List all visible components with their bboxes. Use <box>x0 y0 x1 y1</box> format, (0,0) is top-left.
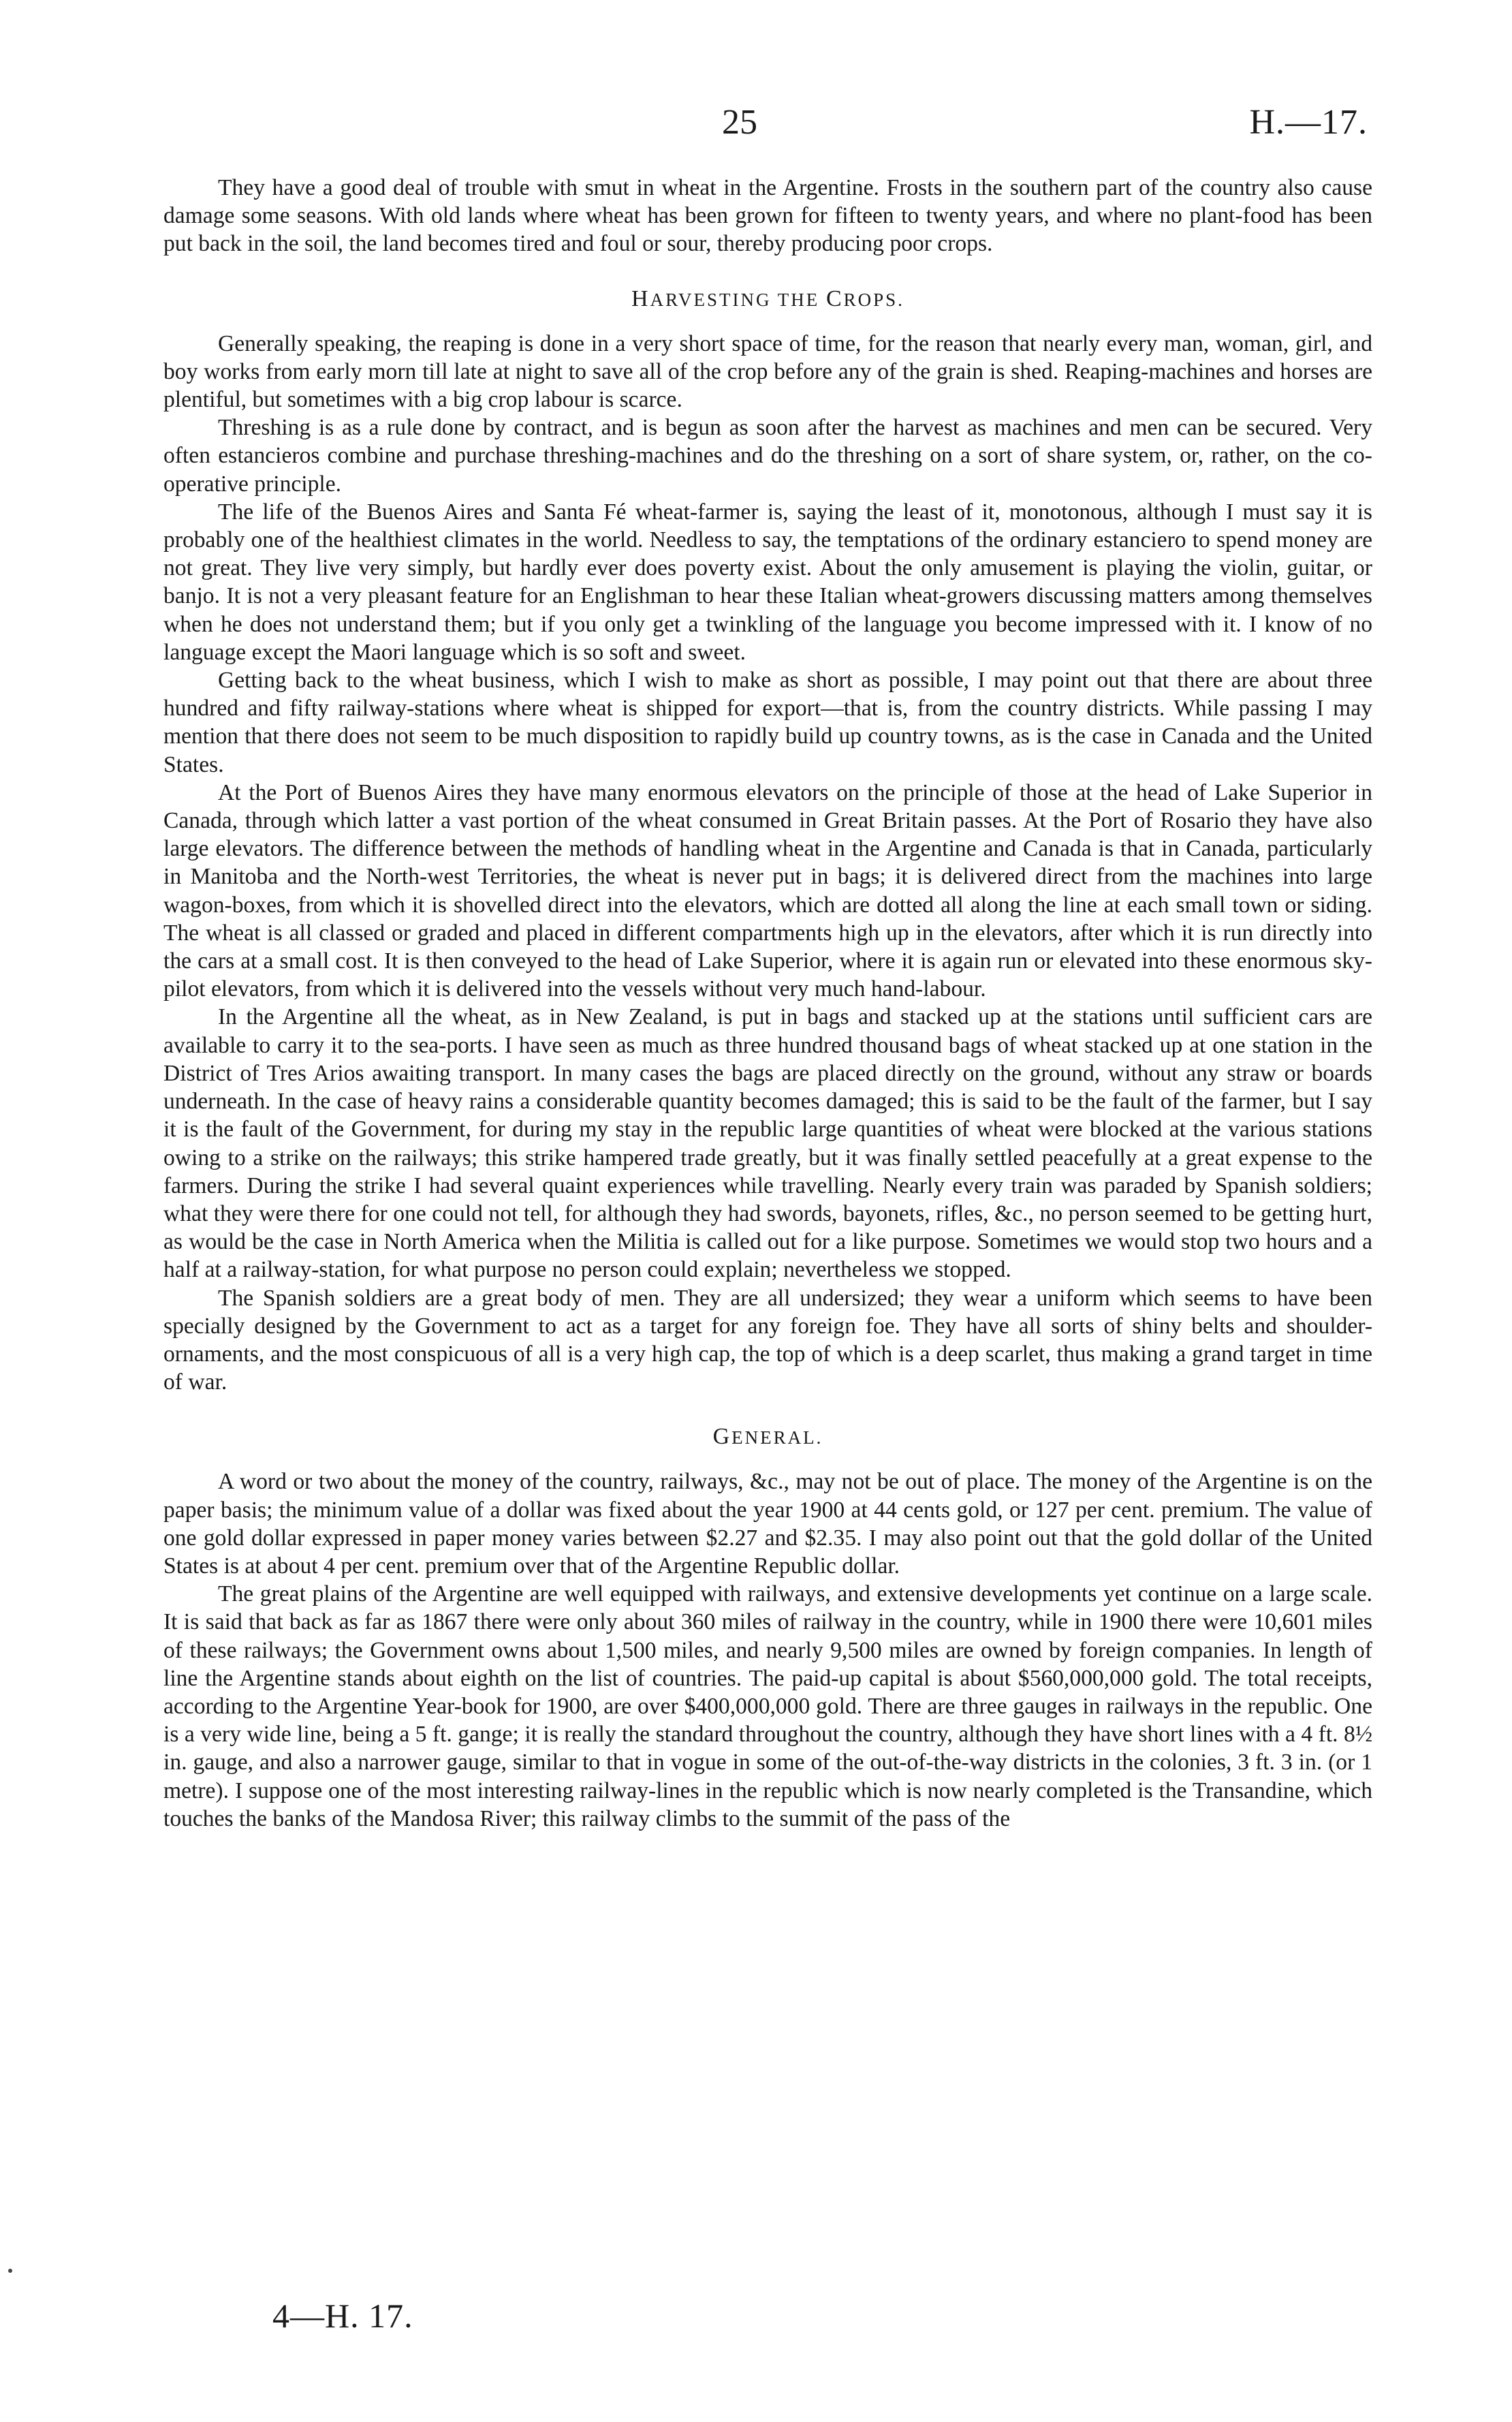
paragraph: The great plains of the Argentine are well equipped with railways, and extensive developments yet continue on a large scale. It is said that back as far as 1867 there were only about 360 miles of railway in the country, while in 1900 there were 10,601 miles of these railways; the Government owns about 1,500 miles, and nearly 9,500 miles are owned by foreign companies. In length of line the Argentine stands about eighth on the list of countries. The paid-up capital is about $560,000,000 gold. The total receipts, according to the Argentine Year-book for 1900, are over $400,000,000 gold. There are three gauges in railways in the republic. One is a very wide line, being a 5 ft. gange; it is really the standard throughout the country, although they have short lines with a 4 ft. 8½ in. gauge, and also a narrower gauge, similar to that in vogue in some of the out-of-the-way districts in the colonies, 3 ft. 3 in. (or 1 metre). I suppose one of the most interesting railway-lines in the republic which is now nearly completed is the Transandine, which touches the banks of the Mandosa River; this railway climbs to the summit of the pass of the <box>163 1581 1372 1831</box>
paragraph: The life of the Buenos Aires and Santa Fé wheat-farmer is, saying the least of it, monotonous, although I must say it is probably one of the healthiest climates in the world. Needless to say, the temptations of the ordinary estanciero to spend money are not great. They live very simply, but hardly ever does poverty exist. About the only amusement is playing the violin, guitar, or banjo. It is not a very pleasant feature for an Englishman to hear these Italian wheat-growers discussing matters among themselves when he does not understand them; but if you only get a twinkling of the language you become impressed with it. I know of no language except the Maori language which is so soft and sweet. <box>163 499 1372 665</box>
heading-rest-2: ROPS. <box>843 289 904 310</box>
heading-initial-general: G <box>712 1424 732 1450</box>
margin-dot <box>8 2269 12 2273</box>
page-header <box>0 102 1512 150</box>
page-body <box>163 174 1372 1833</box>
paragraph: At the Port of Buenos Aires they have many enormous elevators on the principle of those at the head of Lake Superior in Canada, through which latter a vast portion of the wheat consumed in Great Britain passes. At the Port of Rosario they have also large elevators. The difference between the methods of handling wheat in the Argentine and Canada is that in Canada, particularly in Manitoba and the North-west Territories, the wheat is never put in bags; it is delivered direct from the machines into large wagon-boxes, from which it is shovelled direct into the elevators, which are dotted all along the line at each small town or siding. The wheat is all classed or graded and placed in different compartments high up in the elevators, after which it is run directly into the cars at a small cost. It is then conveyed to the head of Lake Superior, where it is again run or elevated into these enormous sky-pilot elevators, from which it is delivered into the vessels without very much hand-labour. <box>163 779 1372 1002</box>
paragraph: In the Argentine all the wheat, as in New Zealand, is put in bags and stacked up at the stations until sufficient cars are available to carry it to the sea-ports. I have seen as much as three hundred thousand bags of wheat stacked up at one station in the District of Tres Arios awaiting transport. In many cases the bags are placed directly on the ground, without any straw or boards underneath. In the case of heavy rains a considerable quantity becomes damaged; this is said to be the fault of the farmer, but I say it is the fault of the Government, for during my stay in the republic large quantities of wheat were blocked at the various stations owing to a strike on the railways; this strike hampered trade greatly, but it was finally settled peacefully at a great expense to the farmers. During the strike I had several quaint experiences while travelling. Nearly every train was paraded by Spanish soldiers; what they were there for one could not tell, for although they had swords, bayonets, rifles, &c., no person seemed to be getting hurt, as would be the case in North America when the Militia is called out for a like purpose. Sometimes we would stop two hours and a half at a railway-station, for what purpose no person could explain; nevertheless we stopped. <box>163 1004 1372 1283</box>
signature-reference: 4—H. 17. <box>272 2297 413 2335</box>
paragraph: Getting back to the wheat business, which I wish to make as short as possible, I may point out that there are about three hundred and fifty railway-stations where wheat is shipped for export—that is, from the country districts. While passing I may mention that there does not seem to be much disposition to rapidly build up country towns, as is the case in Canada and the United States. <box>163 668 1372 777</box>
intro-paragraph: They have a good deal of trouble with smut in wheat in the Argentine. Frosts in the southern part of the country also cause damage some seasons. With old lands where wheat has been grown for fifteen to twenty years, and where no plant-food has been put back in the soil, the land becomes tired and foul or sour, thereby producing poor crops. <box>163 175 1372 257</box>
heading-rest: ARVESTING THE <box>650 289 826 310</box>
paragraph: The Spanish soldiers are a great body of men. They are all undersized; they wear a uniform which seems to have been specially designed by the Government to act as a target for any foreign foe. They have all sorts of shiny belts and shoulder-ornaments, and the most conspicuous of all is a very high cap, the top of which is a deep scarlet, thus making a grand target in time of war. <box>163 1285 1372 1395</box>
section-heading-harvesting <box>163 284 1372 315</box>
heading-rest-general: ENERAL. <box>731 1427 823 1448</box>
document-reference: H.—17. <box>1249 103 1368 142</box>
heading-initial: H <box>631 285 650 311</box>
paragraph: Threshing is as a rule done by contract, and is begun as soon after the harvest as machines and men can be secured. Very often estancieros combine and purchase threshing-machines and do the threshing on a sort of share system, or, rather, on the co-operative principle. <box>163 415 1372 497</box>
section-heading-general <box>163 1422 1372 1453</box>
paragraph: A word or two about the money of the country, railways, &c., may not be out of place. The money of the Argentine is on the paper basis; the minimum value of a dollar was fixed about the year 1900 at 44 cents gold, or 127 per cent. premium. The value of one gold dollar expressed in paper money varies between $2.27 and $2.35. I may also point out that the gold dollar of the United States is at about 4 per cent. premium over that of the Argentine Republic dollar. <box>163 1469 1372 1579</box>
paragraph: Generally speaking, the reaping is done in a very short space of time, for the reason that nearly every man, woman, girl, and boy works from early morn till late at night to save all of the crop before any of the grain is shed. Reaping-machines and horses are plentiful, but sometimes with a big crop labour is scarce. <box>163 330 1372 413</box>
heading-initial-2: C <box>825 285 844 311</box>
page-number: 25 <box>722 103 757 142</box>
